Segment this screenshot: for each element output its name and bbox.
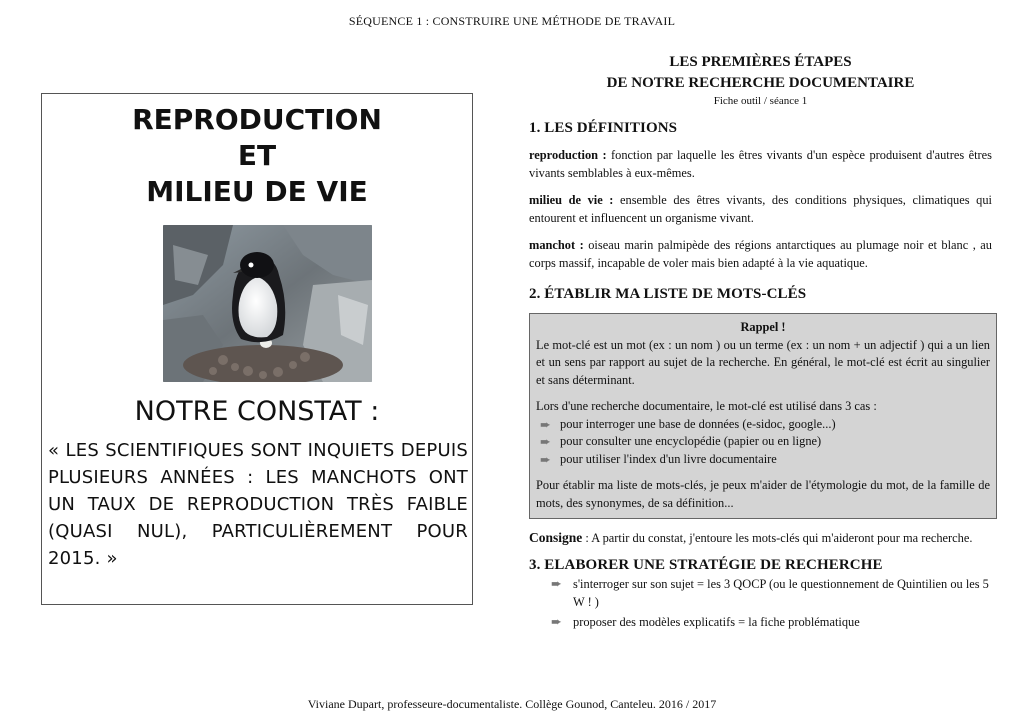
list-item-text: pour interroger une base de données (e-sidoc, google...) <box>560 416 836 431</box>
poster-title-line-3: MILIEU DE VIE <box>146 175 368 208</box>
poster-title-line-2: ET <box>237 139 277 172</box>
poster-title-line-1: REPRODUCTION <box>132 103 382 136</box>
pointing-arrow-icon: ➨ <box>540 451 551 467</box>
list-item <box>536 416 990 434</box>
penguin-photo <box>163 225 372 382</box>
pointing-arrow-icon: ➨ <box>540 416 551 432</box>
definition-term: milieu de vie : <box>529 193 614 207</box>
poster-title <box>42 102 472 210</box>
constat-text: « LES SCIENTIFIQUES SONT INQUIETS DEPUIS PLUSIEURS ANNÉES : LES MANCHOTS ONT UN TAUX DE REPRODUCTION TRÈS FAIBLE (QUASI NUL), PARTICULIÈREMENT POUR 2015. » <box>48 440 468 569</box>
definition-reproduction <box>529 147 992 182</box>
list-item-text: proposer des modèles explicatifs = la fiche problématique <box>573 615 860 629</box>
consigne-label: Consigne <box>529 530 583 545</box>
list-item <box>529 575 992 611</box>
strategy-list <box>529 575 992 631</box>
list-item <box>536 433 990 451</box>
definition-text: ensemble des êtres vivants, des conditions physiques, climatiques qui entourent et influencent un organisme vivant. <box>529 193 992 225</box>
list-item-text: s'interroger sur son sujet = les 3 QOCP (ou le questionnement de Quintilien ou les 5 W ! ) <box>573 577 989 609</box>
rappel-bullet-list <box>536 416 990 469</box>
consigne <box>529 529 992 547</box>
list-item <box>529 613 992 631</box>
definition-text: fonction par laquelle les êtres vivants d'un espèce produisent d'autres êtres vivants semblables à eux-mêmes. <box>529 148 992 180</box>
rappel-paragraph-2: Lors d'une recherche documentaire, le mot-clé est utilisé dans 3 cas : <box>536 399 877 413</box>
definition-milieu-de-vie <box>529 192 992 227</box>
pointing-arrow-icon: ➨ <box>540 434 551 449</box>
worksheet-title-line-1: LES PREMIÈRES ÉTAPES <box>669 54 852 70</box>
pointing-arrow-icon: ➨ <box>551 576 562 591</box>
definition-term: reproduction : <box>529 148 607 162</box>
constat-title: NOTRE CONSTAT : <box>134 396 380 427</box>
list-item-text: pour utiliser l'index d'un livre documentaire <box>560 451 777 466</box>
worksheet <box>529 52 992 631</box>
rappel-paragraph-1: Le mot-clé est un mot (ex : un nom ) ou un terme (ex : un nom + un adjectif ) qui a un lien et un sens par rapport au sujet de la recherche. En général, le mot-clé est écrit au singulier et sans déterminant. <box>536 337 990 387</box>
list-item <box>536 451 990 469</box>
consigne-text: : A partir du constat, j'entoure les mots-clés qui m'aideront pour ma recherche. <box>582 531 973 545</box>
list-item-text: pour consulter une encyclopédie (papier ou en ligne) <box>560 434 822 448</box>
rappel-box <box>529 313 997 519</box>
worksheet-title <box>529 52 992 94</box>
rappel-paragraph-3: Pour établir ma liste de mots-clés, je peux m'aider de l'étymologie du mot, de la famille de mots, des synonymes, de sa définition... <box>536 478 990 510</box>
pointing-arrow-icon: ➨ <box>551 614 562 629</box>
worksheet-subtitle: Fiche outil / séance 1 <box>713 95 808 107</box>
left-poster <box>41 93 473 605</box>
definition-manchot <box>529 237 992 272</box>
worksheet-title-line-2: DE NOTRE RECHERCHE DOCUMENTAIRE <box>606 75 915 91</box>
section-1-heading: 1. LES DÉFINITIONS <box>529 120 678 136</box>
definition-text: oiseau marin palmipède des régions antarctiques au plumage noir et blanc , au corps massif, incapable de voler mais bien adapté à la vie aquatique. <box>529 238 992 270</box>
rappel-title: Rappel ! <box>740 320 786 334</box>
page-footer: Viviane Dupart, professeure-documentaliste. Collège Gounod, Canteleu. 2016 / 2017 <box>307 697 717 711</box>
definition-term: manchot : <box>529 238 584 252</box>
section-2-heading: 2. ÉTABLIR MA LISTE DE MOTS-CLÉS <box>529 286 807 302</box>
page-header: SÉQUENCE 1 : CONSTRUIRE UNE MÉTHODE DE TRAVAIL <box>348 14 676 28</box>
section-3-heading: 3. ELABORER UNE STRATÉGIE DE RECHERCHE <box>529 557 883 573</box>
